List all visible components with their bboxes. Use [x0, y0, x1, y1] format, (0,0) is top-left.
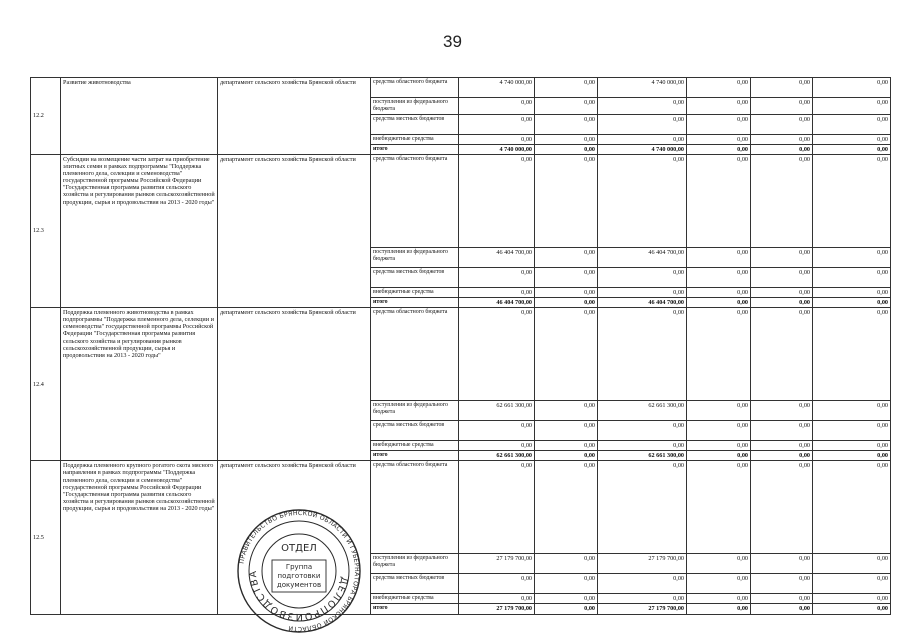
amount-cell: 0,00	[535, 604, 598, 614]
amount-cell: 4 740 000,00	[459, 78, 535, 98]
funding-source-label: поступления из федерального бюджета	[371, 98, 459, 115]
amount-cell: 0,00	[687, 594, 751, 604]
amount-cell: 0,00	[813, 247, 891, 267]
amount-cell: 0,00	[751, 134, 813, 144]
amount-cell: 0,00	[813, 287, 891, 297]
funding-source-label: средства местных бюджетов	[371, 421, 459, 441]
stamp-center-line-3: документов	[276, 581, 322, 589]
amount-cell: 0,00	[751, 401, 813, 421]
amount-cell: 0,00	[535, 308, 598, 401]
amount-cell: 0,00	[687, 78, 751, 98]
amount-cell: 0,00	[751, 461, 813, 554]
funding-source-label: внебюджетные средства	[371, 287, 459, 297]
amount-cell: 4 740 000,00	[459, 144, 535, 154]
funding-source-label: внебюджетные средства	[371, 594, 459, 604]
amount-cell: 0,00	[598, 441, 687, 451]
amount-cell: 0,00	[598, 574, 687, 594]
funding-source-label: итого	[371, 604, 459, 614]
amount-cell: 27 179 700,00	[598, 554, 687, 574]
amount-cell: 0,00	[598, 287, 687, 297]
funding-source-label: внебюджетные средства	[371, 441, 459, 451]
amount-cell: 0,00	[687, 574, 751, 594]
amount-cell: 0,00	[459, 441, 535, 451]
amount-cell: 0,00	[598, 308, 687, 401]
funding-source-label: средства областного бюджета	[371, 154, 459, 247]
amount-cell: 0,00	[813, 154, 891, 247]
amount-cell: 0,00	[813, 451, 891, 461]
amount-cell: 0,00	[459, 287, 535, 297]
amount-cell: 0,00	[813, 554, 891, 574]
amount-cell: 0,00	[813, 594, 891, 604]
section-name: Поддержка племенного крупного рогатого скота мясного направления в рамках подпрограммы "Поддержка племенного дела, селекции и семеноводства" государственной программы Российской Федерации "Государственная программа развития сельского хозяйства и регулирования рынков сельскохозяйственной продукции, сырья и продовольствия на 2013 - 2020 годы"	[61, 461, 218, 614]
amount-cell: 0,00	[598, 98, 687, 115]
amount-cell: 0,00	[751, 574, 813, 594]
stamp-top-text: ОТДЕЛ	[281, 543, 317, 554]
amount-cell: 0,00	[535, 441, 598, 451]
amount-cell: 62 661 300,00	[459, 401, 535, 421]
funding-source-label: средства областного бюджета	[371, 78, 459, 98]
amount-cell: 0,00	[751, 98, 813, 115]
amount-cell: 0,00	[598, 154, 687, 247]
stamp-outer-text: ПРАВИТЕЛЬСТВО БРЯНСКОЙ ОБЛАСТИ И ГУБЕРНАТОРА БРЯНСКОЙ ОБЛАСТИ	[238, 509, 361, 633]
amount-cell: 0,00	[813, 401, 891, 421]
amount-cell: 0,00	[751, 441, 813, 451]
amount-cell: 0,00	[813, 421, 891, 441]
amount-cell: 0,00	[751, 604, 813, 614]
amount-cell: 0,00	[535, 554, 598, 574]
amount-cell: 46 404 700,00	[598, 247, 687, 267]
budget-table	[30, 77, 891, 615]
amount-cell: 0,00	[598, 134, 687, 144]
amount-cell: 0,00	[535, 594, 598, 604]
table-row	[31, 78, 891, 98]
amount-cell: 0,00	[751, 154, 813, 247]
funding-source-label: средства областного бюджета	[371, 308, 459, 401]
section-code: 12.5	[31, 461, 61, 614]
section-executor: департамент сельского хозяйства Брянской области	[218, 308, 371, 461]
amount-cell: 0,00	[751, 78, 813, 98]
amount-cell: 0,00	[535, 267, 598, 287]
amount-cell: 0,00	[687, 401, 751, 421]
amount-cell: 0,00	[751, 451, 813, 461]
amount-cell: 46 404 700,00	[459, 247, 535, 267]
amount-cell: 0,00	[813, 134, 891, 144]
amount-cell: 0,00	[535, 154, 598, 247]
section-executor: департамент сельского хозяйства Брянской области	[218, 461, 371, 614]
amount-cell: 0,00	[813, 297, 891, 307]
amount-cell: 0,00	[751, 287, 813, 297]
amount-cell: 0,00	[751, 594, 813, 604]
amount-cell: 0,00	[535, 574, 598, 594]
amount-cell: 0,00	[687, 451, 751, 461]
amount-cell: 0,00	[535, 401, 598, 421]
amount-cell: 62 661 300,00	[459, 451, 535, 461]
amount-cell: 0,00	[535, 247, 598, 267]
amount-cell: 0,00	[687, 461, 751, 554]
amount-cell: 0,00	[459, 134, 535, 144]
amount-cell: 0,00	[813, 144, 891, 154]
amount-cell: 0,00	[459, 114, 535, 134]
stamp-ring-text: ДЕЛОПРОИЗВОДСТВА	[247, 569, 350, 623]
amount-cell: 0,00	[535, 144, 598, 154]
amount-cell: 0,00	[459, 461, 535, 554]
funding-source-label: средства местных бюджетов	[371, 114, 459, 134]
amount-cell: 0,00	[687, 267, 751, 287]
amount-cell: 0,00	[813, 308, 891, 401]
amount-cell: 0,00	[687, 421, 751, 441]
stamp-center-line-2: подготовки	[277, 572, 321, 580]
funding-source-label: поступления из федерального бюджета	[371, 247, 459, 267]
amount-cell: 0,00	[459, 267, 535, 287]
stamp-center-line-1: Группа	[285, 563, 313, 571]
amount-cell: 0,00	[813, 114, 891, 134]
amount-cell: 0,00	[535, 98, 598, 115]
amount-cell: 0,00	[751, 297, 813, 307]
section-executor: департамент сельского хозяйства Брянской области	[218, 78, 371, 155]
section-executor: департамент сельского хозяйства Брянской области	[218, 154, 371, 307]
amount-cell: 0,00	[459, 421, 535, 441]
amount-cell: 0,00	[687, 247, 751, 267]
amount-cell: 0,00	[813, 78, 891, 98]
funding-source-label: поступления из федерального бюджета	[371, 401, 459, 421]
amount-cell: 4 740 000,00	[598, 144, 687, 154]
amount-cell: 62 661 300,00	[598, 451, 687, 461]
section-code: 12.2	[31, 78, 61, 155]
amount-cell: 0,00	[535, 451, 598, 461]
amount-cell: 27 179 700,00	[459, 604, 535, 614]
amount-cell: 0,00	[813, 574, 891, 594]
amount-cell: 0,00	[687, 154, 751, 247]
amount-cell: 0,00	[687, 441, 751, 451]
amount-cell: 46 404 700,00	[459, 297, 535, 307]
funding-source-label: внебюджетные средства	[371, 134, 459, 144]
amount-cell: 0,00	[598, 461, 687, 554]
amount-cell: 27 179 700,00	[598, 604, 687, 614]
amount-cell: 0,00	[687, 287, 751, 297]
amount-cell: 0,00	[459, 154, 535, 247]
amount-cell: 0,00	[687, 308, 751, 401]
amount-cell: 0,00	[459, 574, 535, 594]
amount-cell: 0,00	[687, 134, 751, 144]
amount-cell: 0,00	[459, 98, 535, 115]
amount-cell: 0,00	[598, 114, 687, 134]
amount-cell: 0,00	[535, 114, 598, 134]
amount-cell: 0,00	[535, 297, 598, 307]
amount-cell: 0,00	[598, 421, 687, 441]
section-name: Поддержка племенного животноводства в рамках подпрограммы "Поддержка племенного дела, селекции и семеноводства" государственной программы Российской Федерации "Государственная программа развития сельского хозяйства и регулирования рынков сельскохозяйственной продукции, сырья и продовольствия на 2013 - 2020 годы"	[61, 308, 218, 461]
amount-cell: 0,00	[535, 461, 598, 554]
table-row	[31, 461, 891, 554]
amount-cell: 0,00	[687, 604, 751, 614]
amount-cell: 0,00	[459, 308, 535, 401]
amount-cell: 62 661 300,00	[598, 401, 687, 421]
amount-cell: 0,00	[459, 594, 535, 604]
funding-source-label: итого	[371, 297, 459, 307]
amount-cell: 0,00	[687, 144, 751, 154]
amount-cell: 0,00	[813, 267, 891, 287]
amount-cell: 0,00	[535, 134, 598, 144]
amount-cell: 0,00	[598, 594, 687, 604]
amount-cell: 0,00	[687, 297, 751, 307]
amount-cell: 27 179 700,00	[459, 554, 535, 574]
amount-cell: 0,00	[813, 461, 891, 554]
amount-cell: 0,00	[687, 554, 751, 574]
amount-cell: 0,00	[598, 267, 687, 287]
funding-source-label: средства местных бюджетов	[371, 267, 459, 287]
amount-cell: 0,00	[813, 98, 891, 115]
funding-source-label: итого	[371, 144, 459, 154]
amount-cell: 0,00	[687, 98, 751, 115]
amount-cell: 0,00	[813, 604, 891, 614]
amount-cell: 0,00	[751, 554, 813, 574]
amount-cell: 0,00	[535, 78, 598, 98]
section-name: Развитие животноводства	[61, 78, 218, 155]
amount-cell: 0,00	[751, 247, 813, 267]
amount-cell: 0,00	[535, 421, 598, 441]
amount-cell: 0,00	[751, 144, 813, 154]
funding-source-label: средства областного бюджета	[371, 461, 459, 554]
funding-source-label: поступления из федерального бюджета	[371, 554, 459, 574]
amount-cell: 0,00	[751, 421, 813, 441]
table-row	[31, 308, 891, 401]
amount-cell: 0,00	[751, 267, 813, 287]
section-code: 12.3	[31, 154, 61, 307]
amount-cell: 46 404 700,00	[598, 297, 687, 307]
page-number: 39	[443, 32, 462, 51]
amount-cell: 0,00	[535, 287, 598, 297]
funding-source-label: итого	[371, 451, 459, 461]
funding-source-label: средства местных бюджетов	[371, 574, 459, 594]
amount-cell: 0,00	[687, 114, 751, 134]
amount-cell: 0,00	[813, 441, 891, 451]
amount-cell: 4 740 000,00	[598, 78, 687, 98]
section-name: Субсидии на возмещение части затрат на приобретение элитных семян в рамках подпрограммы "Поддержка племенного дела, селекции и семеноводства" государственной программы Российской Федерации "Государственная программа развития сельского хозяйства и регулирования рынков сельскохозяйственной продукции, сырья и продовольствия на 2013 - 2020 годы"	[61, 154, 218, 307]
amount-cell: 0,00	[751, 308, 813, 401]
amount-cell: 0,00	[751, 114, 813, 134]
table-row	[31, 154, 891, 247]
section-code: 12.4	[31, 308, 61, 461]
